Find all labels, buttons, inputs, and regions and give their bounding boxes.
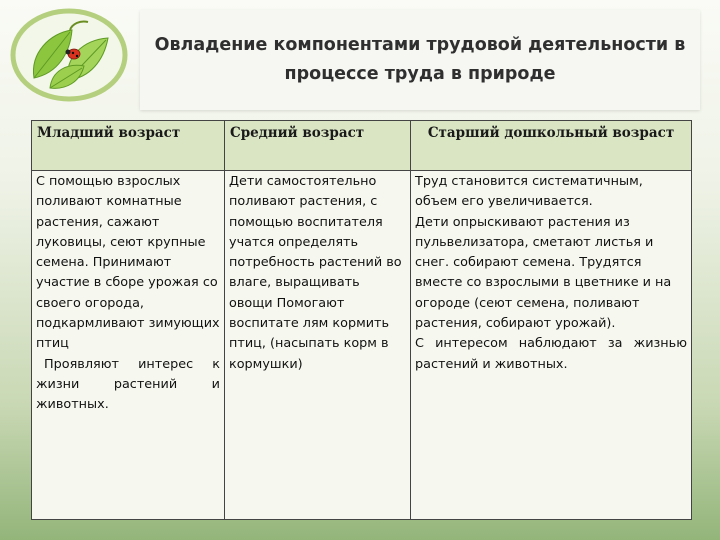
table-row (32, 171, 692, 520)
cell-senior (411, 171, 692, 520)
title-box (140, 10, 700, 110)
cell-junior (32, 171, 225, 520)
senior-text-1: Труд становится систематичным, объем его увеличивается. (415, 174, 643, 210)
page-title: Овладение компонентами трудовой деятельности в процессе труда в природе (154, 35, 686, 84)
header-middle: Средний возраст (225, 121, 411, 171)
age-groups-table (31, 120, 692, 520)
header-senior: Старший дошкольный возраст (411, 121, 692, 171)
leaves-ladybug-icon (10, 8, 128, 102)
junior-text-1: С помощью взрослых поливают комнатные растения, сажают луковицы, сеют крупные семена. Принимают участие в сборе урожая со своего огорода, подкармливают зимующих птиц (36, 174, 220, 352)
junior-text-2: Проявляют интерес к жизни растений и животных. (36, 356, 220, 413)
cell-middle (225, 171, 411, 520)
header-junior: Младший возраст (32, 121, 225, 171)
leaves-logo (10, 8, 128, 102)
table-header-row (32, 121, 692, 171)
senior-text-2: Дети опрыскивают растения из пульвелизатора, сметают листья и снег. собирают семена. Трудятся вместе со взрослыми в цветнике и на огороде (сеют семена, поливают растения, собирают урожай). (415, 214, 672, 332)
middle-text-1: Дети самостоятельно поливают растения, с помощью воспитателя учатся определять потребность растений во влаге, выращивать овощи Помогают воспитате лям кормить птиц, (насыпать корм в кормушки) (229, 174, 402, 372)
senior-text-3: С интересом наблюдают за жизнью растений и животных. (415, 336, 687, 372)
